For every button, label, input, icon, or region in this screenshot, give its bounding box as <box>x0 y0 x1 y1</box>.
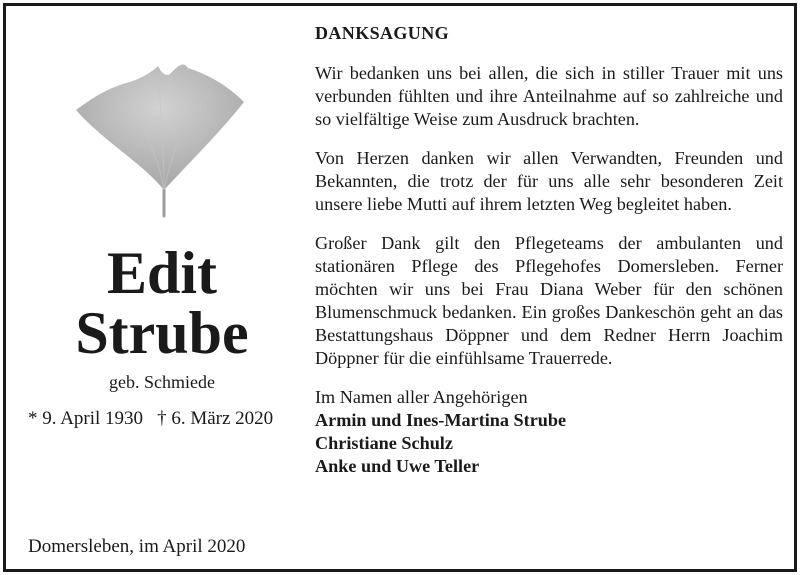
deceased-first-name: Edit <box>106 240 218 306</box>
ginkgo-leaf-icon <box>72 58 252 220</box>
death-date: † 6. März 2020 <box>157 408 274 429</box>
paragraph-1: Wir bedanken uns bei allen, die sich in stiller Trauer mit uns verbunden fühlten und ihre Anteilnahme auf so zahlreiche und so vielfältige Weise zum Ausdruck brachten. <box>315 63 783 129</box>
heading: DANKSAGUNG <box>315 23 450 43</box>
birth-name: geb. Schmiede <box>109 372 215 392</box>
birth-date: * 9. April 1930 <box>28 408 144 429</box>
life-dates <box>28 408 318 430</box>
deceased-last-name: Strube <box>75 300 249 366</box>
place-and-date: Domersleben, im April 2020 <box>28 536 246 557</box>
signoff: Im Namen aller Angehörigen <box>315 387 528 407</box>
obituary-notice <box>3 3 797 572</box>
thanks-text <box>315 22 783 478</box>
paragraph-3: Großer Dank gilt den Pflegeteams der ambulanten und stationären Pflege des Pflegehofes Domersleben. Ferner möchten wir uns bei Frau Diana Weber für den schönen Blumenschmuck bedanken. Ein großes Dankeschön geht an das Bestattungshaus Döppner und dem Redner Herrn Joachim Döppner für die einfühlsame Trauerrede. <box>315 233 783 368</box>
paragraph-2: Von Herzen danken wir allen Verwandten, Freunden und Bekannten, die trotz der für uns alle sehr besonderen Zeit unsere liebe Mutti auf ihrem letzten Weg begleitet haben. <box>315 148 783 214</box>
signer-3: Anke und Uwe Teller <box>315 456 480 476</box>
signer-1: Armin und Ines-Martina Strube <box>315 410 567 430</box>
signer-2: Christiane Schulz <box>315 433 453 453</box>
